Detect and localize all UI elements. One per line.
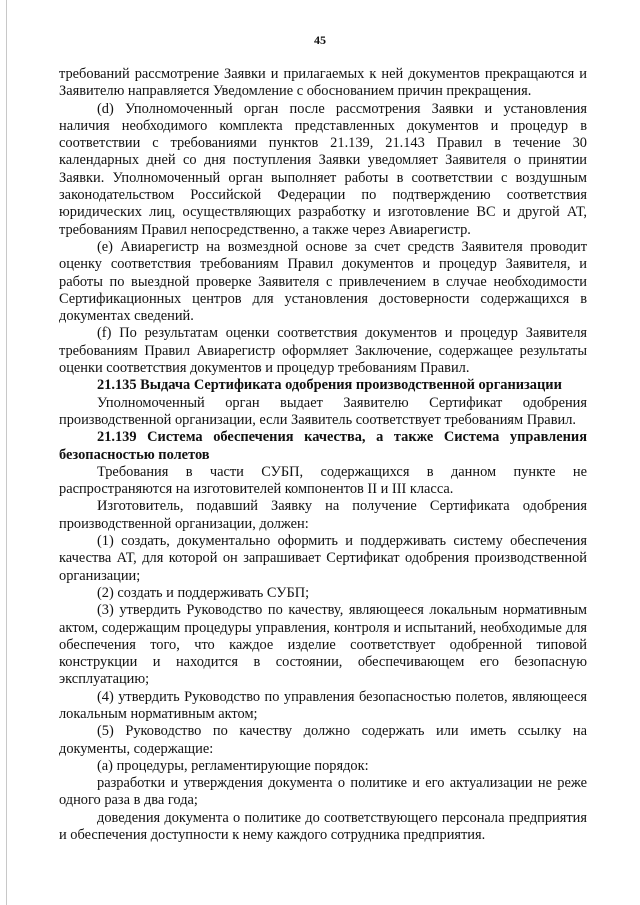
paragraph-continuation: требований рассмотрение Заявки и прилагаемых к ней документов прекращаются и Заявителю направляется Уведомление с обоснованием причин прекращения. bbox=[59, 66, 587, 100]
section-heading-21-139: 21.139 Система обеспечения качества, а также Система управления безопасностью полетов bbox=[59, 429, 587, 463]
scan-edge-line bbox=[6, 0, 7, 905]
page-number: 45 bbox=[314, 33, 326, 47]
list-item-2: (2) создать и поддерживать СУБП; bbox=[97, 584, 310, 601]
sub-item-a-development: разработки и утверждения документа о политике и его актуализации не реже одного раза в два года; bbox=[59, 775, 587, 809]
list-item-5: (5) Руководство по качеству должно содержать или иметь ссылку на документы, содержащие: bbox=[59, 723, 587, 757]
document-body bbox=[59, 66, 587, 844]
paragraph-manufacturer-must: Изготовитель, подавший Заявку на получение Сертификата одобрения производственной организации, должен: bbox=[59, 498, 587, 532]
section-heading-21-135: 21.135 Выдача Сертификата одобрения производственной организации bbox=[97, 377, 562, 394]
sub-item-a-communication: доведения документа о политике до соответствующего персонала предприятия и обеспечения доступности к нему каждого сотрудника предприятия. bbox=[59, 809, 587, 844]
paragraph-f: (f) По результатам оценки соответствия документов и процедур Заявителя требованиям Правил Авиарегистр оформляет Заключение, содержащее результаты оценки соответствия документов и процедур требованиям Правил. bbox=[59, 325, 587, 377]
sub-item-a: (a) процедуры, регламентирующие порядок: bbox=[97, 757, 369, 774]
list-item-3: (3) утвердить Руководство по качеству, являющееся локальным нормативным актом, содержащим процедуры управления, контроля и испытаний, необходимые для обеспечения того, что каждое изделие соответствует одобренной типовой конструкции и находится в состоянии, обеспечивающем его безопасную эксплуатацию; bbox=[59, 602, 587, 688]
paragraph-d: (d) Уполномоченный орган после рассмотрения Заявки и установления наличия необходимого комплекта представленных документов и процедур в соответствии с требованиями пунктов 21.139, 21.143 Правил в течение 30 календарных дней со дня поступления Заявки уведомляет Заявителя о принятии Заявки. Уполномоченный орган выполняет работы в соответствии с воздушным законодательством Российской Федерации по подтверждению соответствия юридических лиц, осуществляющих разработку и изготовление ВС и другой АТ, требованиям Правил непосредственно, а также через Авиарегистр. bbox=[59, 100, 587, 238]
list-item-4: (4) утвердить Руководство по управления безопасностью полетов, являющееся локальным нормативным актом; bbox=[59, 688, 587, 722]
paragraph-21-135-text: Уполномоченный орган выдает Заявителю Сертификат одобрения производственной организации, если Заявитель соответствует требованиям Правил. bbox=[59, 394, 587, 428]
list-item-1: (1) создать, документально оформить и поддерживать систему обеспечения качества АТ, для которой он запрашивает Сертификат одобрения производственной организации; bbox=[59, 533, 587, 584]
paragraph-subp-requirements: Требования в части СУБП, содержащихся в данном пункте не распространяются на изготовителей компонентов II и III класса. bbox=[59, 463, 587, 498]
paragraph-e: (e) Авиарегистр на возмездной основе за счет средств Заявителя проводит оценку соответствия требованиям Правил документов и процедур Заявителя, и работы по выездной проверке Заявителя с привлечением в случае необходимости Сертификационных центров для установления достоверности содержащихся в документах сведений. bbox=[59, 238, 587, 325]
